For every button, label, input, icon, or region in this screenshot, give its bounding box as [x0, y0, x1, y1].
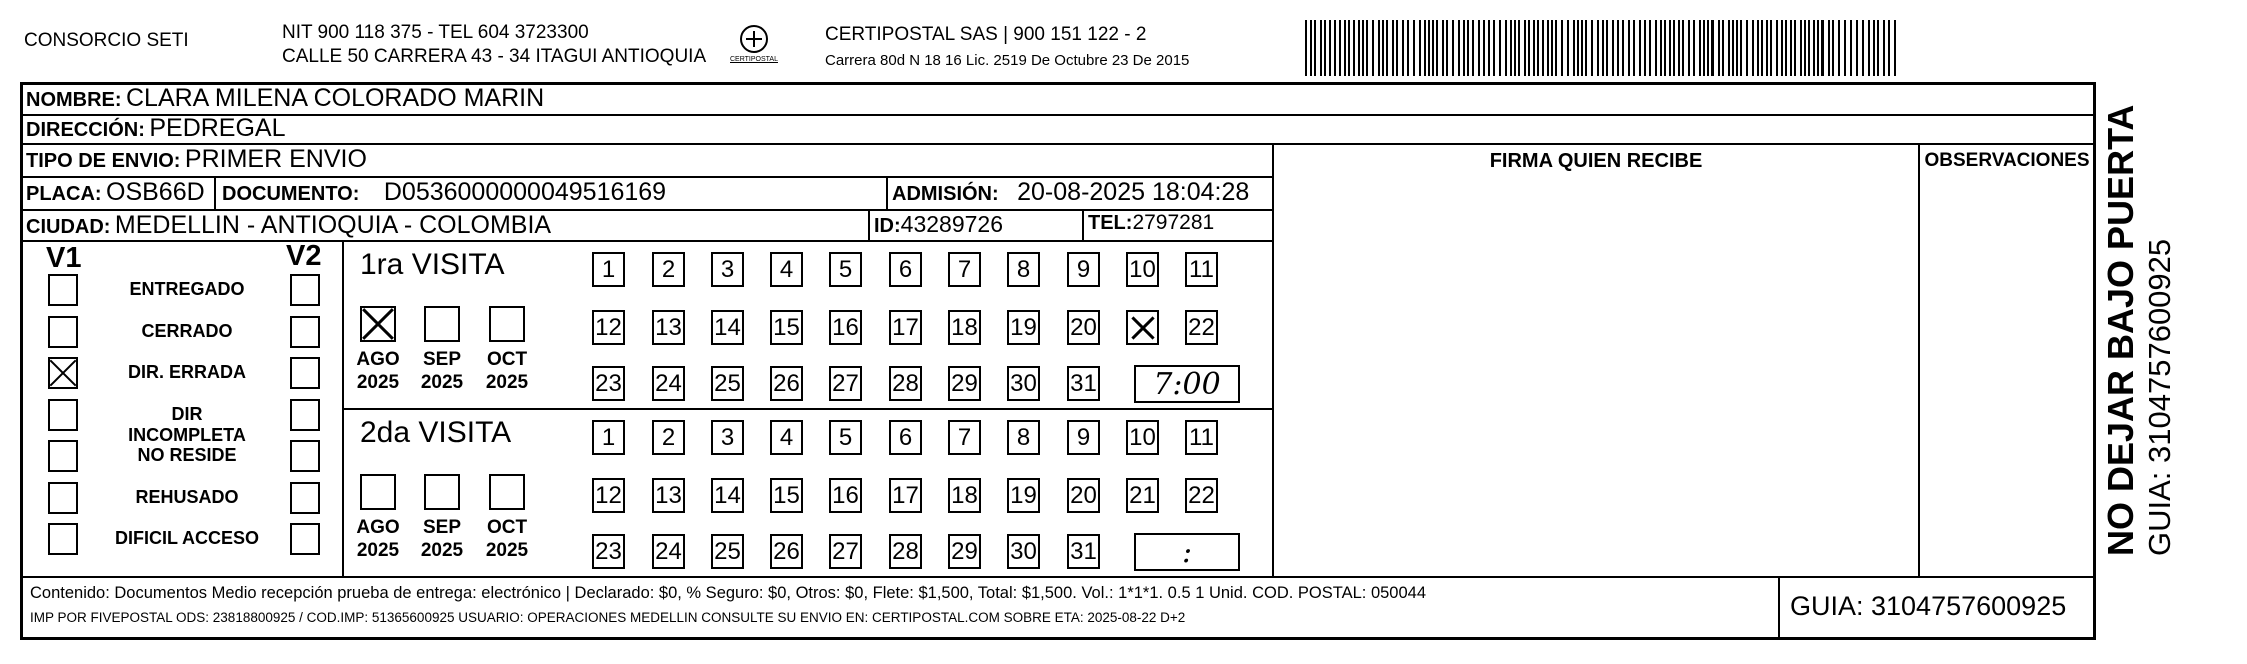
day-box[interactable]: 22 — [1185, 478, 1218, 513]
day-box[interactable]: 30 — [1007, 366, 1040, 401]
day-box[interactable]: 29 — [948, 366, 981, 401]
day-box[interactable]: 13 — [652, 310, 685, 345]
footer-line2: IMP POR FIVEPOSTAL ODS: 23818800925 / COD.IMP: 51365600925 USUARIO: OPERACIONES MEDELLIN CONSULTE SU ENVIO EN: CERTIPOSTAL.COM SOBRE ETA: 2025-08-22 D+2 — [30, 610, 1186, 625]
barcode — [1305, 20, 1901, 81]
day-box[interactable]: 15 — [770, 478, 803, 513]
day-box[interactable]: 3 — [711, 252, 744, 287]
day-box[interactable]: 14 — [711, 310, 744, 345]
nombre-label: NOMBRE: — [26, 89, 122, 111]
status-v2-checkbox[interactable] — [290, 523, 320, 555]
day-box[interactable]: 17 — [889, 478, 922, 513]
ciudad-value: MEDELLIN - ANTIOQUIA - COLOMBIA — [114, 211, 552, 239]
placa-row — [26, 178, 205, 207]
day-box[interactable]: 25 — [711, 366, 744, 401]
admision-row — [892, 178, 1249, 207]
visit-title: 1ra VISITA — [360, 248, 505, 281]
day-box[interactable]: 31 — [1067, 534, 1100, 569]
month-checkbox[interactable] — [489, 306, 525, 342]
month-checkbox[interactable] — [360, 306, 396, 342]
day-box[interactable]: 13 — [652, 478, 685, 513]
day-box[interactable]: 20 — [1067, 310, 1100, 345]
day-box[interactable]: 27 — [829, 534, 862, 569]
tipo-value: PRIMER ENVIO — [184, 145, 367, 173]
id-label: ID: — [874, 215, 901, 237]
day-box[interactable]: 24 — [652, 366, 685, 401]
month-year: 2025 — [485, 540, 529, 561]
nombre-value: CLARA MILENA COLORADO MARIN — [126, 84, 545, 112]
day-box[interactable]: 31 — [1067, 366, 1100, 401]
observaciones-header: OBSERVACIONES — [1924, 150, 2090, 171]
day-box[interactable]: 26 — [770, 366, 803, 401]
status-label: DIR. ERRADA — [127, 362, 246, 382]
status-label: NO RESIDE — [137, 445, 237, 465]
day-box[interactable]: 23 — [592, 534, 625, 569]
month-label — [477, 348, 537, 394]
logo-text: CERTIPOSTAL — [730, 56, 778, 63]
side-guia: GUIA: 3104757600925 — [2142, 238, 2177, 556]
status-v2-checkbox[interactable] — [290, 357, 320, 389]
day-box[interactable]: 12 — [592, 478, 625, 513]
status-v1-checkbox[interactable] — [48, 523, 78, 555]
footer-guia: GUIA: 3104757600925 — [1790, 591, 2067, 621]
ciudad-row — [26, 211, 551, 240]
status-label: REHUSADO — [135, 486, 239, 507]
direccion-label: DIRECCIÓN: — [26, 119, 145, 141]
address-line: CALLE 50 CARRERA 43 - 34 ITAGUI ANTIOQUIA — [282, 46, 707, 67]
tel-label: TEL: — [1088, 212, 1133, 234]
month-label — [477, 516, 537, 562]
ciudad-label: CIUDAD: — [26, 216, 111, 238]
month-year: 2025 — [356, 372, 400, 393]
day-box[interactable]: 15 — [770, 310, 803, 345]
month-checkbox[interactable] — [489, 474, 525, 510]
day-box[interactable]: 7 — [948, 252, 981, 287]
company-name: CONSORCIO SETI — [24, 30, 189, 51]
day-box[interactable]: 16 — [829, 310, 862, 345]
certipostal-line1: CERTIPOSTAL SAS | 900 151 122 - 2 — [825, 24, 1147, 45]
day-box[interactable]: 17 — [889, 310, 922, 345]
day-box[interactable]: 18 — [948, 310, 981, 345]
status-v1-checkbox[interactable] — [48, 274, 78, 306]
day-box[interactable]: 18 — [948, 478, 981, 513]
day-box[interactable]: 2 — [652, 252, 685, 287]
month-year: 2025 — [420, 540, 464, 561]
day-box[interactable]: 6 — [889, 252, 922, 287]
month-label — [348, 516, 408, 562]
month-name: AGO — [356, 349, 400, 370]
day-box[interactable]: 28 — [889, 534, 922, 569]
admision-value: 20-08-2025 18:04:28 — [1017, 178, 1250, 206]
month-year: 2025 — [420, 372, 464, 393]
time-box[interactable]: : — [1134, 533, 1240, 571]
month-checkbox[interactable] — [424, 474, 460, 510]
day-box[interactable]: 5 — [829, 252, 862, 287]
tipo-label: TIPO DE ENVIO: — [26, 150, 181, 172]
id-value: 43289726 — [900, 211, 1004, 237]
day-box[interactable]: 30 — [1007, 534, 1040, 569]
month-label — [412, 516, 472, 562]
day-box[interactable]: 3 — [711, 420, 744, 455]
direccion-row — [26, 114, 286, 143]
side-text — [2100, 96, 2190, 556]
nombre-row — [26, 84, 544, 113]
month-label — [412, 348, 472, 394]
month-checkbox[interactable] — [424, 306, 460, 342]
v1-header: V1 — [46, 242, 82, 274]
status-v2-checkbox[interactable] — [290, 399, 320, 431]
status-v1-checkbox[interactable] — [48, 357, 78, 389]
admision-label: ADMISIÓN: — [892, 183, 999, 205]
tel-value: 2797281 — [1132, 211, 1215, 234]
visit-title: 2da VISITA — [360, 416, 512, 449]
status-label: ENTREGADO — [129, 279, 245, 299]
month-name: OCT — [486, 517, 528, 538]
documento-label: DOCUMENTO: — [222, 183, 360, 205]
month-name: SEP — [422, 517, 462, 538]
certipostal-line2: Carrera 80d N 18 16 Lic. 2519 De Octubre 23 De 2015 — [825, 52, 1190, 69]
status-v2-checkbox[interactable] — [290, 274, 320, 306]
day-box[interactable]: 10 — [1126, 420, 1159, 455]
month-year: 2025 — [356, 540, 400, 561]
day-box[interactable]: 1 — [592, 420, 625, 455]
placa-label: PLACA: — [26, 183, 102, 205]
status-label: CERRADO — [141, 320, 233, 341]
footer-line1: Contenido: Documentos Medio recepción prueba de entrega: electrónico | Declarado: $0, % Seguro: $0, Otros: $0, Flete: $1,500, Total: $1,500. Vol.: 1*1*1. 0.5 1 Unid. COD. POSTAL: 050044 — [30, 584, 1427, 602]
month-label — [348, 348, 408, 394]
day-box[interactable]: 22 — [1185, 310, 1218, 345]
day-box[interactable]: 20 — [1067, 478, 1100, 513]
documento-row — [222, 178, 666, 207]
time-box[interactable]: 7:00 — [1134, 365, 1240, 403]
month-name: AGO — [356, 517, 400, 538]
day-box[interactable]: 12 — [592, 310, 625, 345]
day-box[interactable]: 23 — [592, 366, 625, 401]
day-box[interactable]: 24 — [652, 534, 685, 569]
barcode-graphic — [1305, 20, 1901, 76]
logo-icon — [724, 22, 784, 72]
v2-header: V2 — [286, 240, 322, 272]
day-box[interactable]: 4 — [770, 252, 803, 287]
day-box[interactable]: 27 — [829, 366, 862, 401]
day-box[interactable]: 10 — [1126, 252, 1159, 287]
status-v1-checkbox[interactable] — [48, 440, 78, 472]
status-label: DIFICIL ACCESO — [114, 528, 259, 548]
documento-value: D0536000000049516169 — [383, 178, 667, 206]
day-box[interactable]: 19 — [1007, 310, 1040, 345]
firma-header: FIRMA QUIEN RECIBE — [1489, 150, 1703, 172]
day-box[interactable]: 16 — [829, 478, 862, 513]
day-box[interactable]: 25 — [711, 534, 744, 569]
id-row — [874, 211, 1003, 238]
status-v2-checkbox[interactable] — [290, 482, 320, 514]
status-v2-checkbox[interactable] — [290, 440, 320, 472]
day-box[interactable]: 8 — [1007, 252, 1040, 287]
day-box[interactable]: 2 — [652, 420, 685, 455]
day-box[interactable]: 9 — [1067, 420, 1100, 455]
tipo-row — [26, 145, 367, 174]
month-name: OCT — [486, 349, 528, 370]
certipostal-logo — [724, 22, 784, 72]
status-v1-checkbox[interactable] — [48, 316, 78, 348]
day-box[interactable]: 9 — [1067, 252, 1100, 287]
direccion-value: PEDREGAL — [149, 114, 286, 142]
day-box[interactable]: 29 — [948, 534, 981, 569]
day-box[interactable]: 28 — [889, 366, 922, 401]
side-warning: NO DEJAR BAJO PUERTA — [2100, 104, 2141, 556]
nit-line: NIT 900 118 375 - TEL 604 3723300 — [282, 22, 589, 43]
day-box[interactable]: 19 — [1007, 478, 1040, 513]
day-box[interactable]: 7 — [948, 420, 981, 455]
day-box[interactable]: 11 — [1185, 420, 1218, 455]
day-box[interactable]: 26 — [770, 534, 803, 569]
month-checkbox[interactable] — [360, 474, 396, 510]
month-name: SEP — [422, 349, 462, 370]
placa-value: OSB66D — [106, 178, 205, 206]
status-v1-checkbox[interactable] — [48, 482, 78, 514]
month-year: 2025 — [485, 372, 529, 393]
day-box[interactable]: 6 — [889, 420, 922, 455]
status-v2-checkbox[interactable] — [290, 316, 320, 348]
day-box[interactable]: 8 — [1007, 420, 1040, 455]
day-box[interactable]: 5 — [829, 420, 862, 455]
tel-row — [1088, 211, 1214, 235]
day-box[interactable]: 1 — [592, 252, 625, 287]
day-box[interactable]: 4 — [770, 420, 803, 455]
day-box[interactable]: 14 — [711, 478, 744, 513]
status-v1-checkbox[interactable] — [48, 399, 78, 431]
status-label: DIR INCOMPLETA — [128, 403, 246, 445]
day-box[interactable]: 11 — [1185, 252, 1218, 287]
day-box[interactable] — [1126, 310, 1159, 345]
day-box[interactable]: 21 — [1126, 478, 1159, 513]
